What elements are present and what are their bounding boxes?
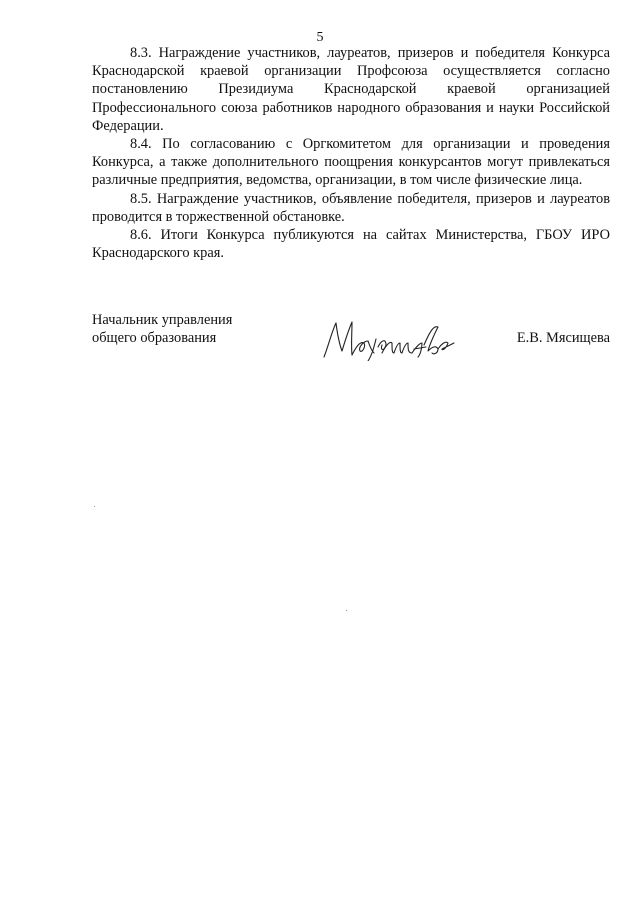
page-number: 5 <box>316 30 324 45</box>
scan-speck <box>94 506 95 507</box>
signatory-title <box>92 311 232 348</box>
signature-block <box>92 311 610 371</box>
signatory-title-line-2: общего образования <box>92 330 217 347</box>
paragraph-8-4: 8.4. По согласованию с Оргкомитетом для организации и проведения Конкурса, а также дополнительного поощрения конкурсантов могут привлекаться различные предприятия, ведомства, организации, в том числе физические лица. <box>92 136 610 189</box>
handwritten-signature <box>320 317 460 361</box>
signatory-name: Е.В. Мясищева <box>516 330 610 346</box>
paragraph-8-3: 8.3. Награждение участников, лауреатов, призеров и победителя Конкурса Краснодарской краевой организации Профсоюза осуществляется согласно постановлению Президиума Краснодарской краевой организацией Профессионального союза работников народного образования и науки Российской Федерации. <box>92 45 610 134</box>
scan-speck <box>346 610 347 611</box>
signatory-title-line-1: Начальник управления <box>92 312 233 328</box>
paragraph-8-6: 8.6. Итоги Конкурса публикуются на сайтах Министерства, ГБОУ ИРО Краснодарского края. <box>92 227 610 262</box>
document-body <box>92 44 610 262</box>
paragraph-8-5: 8.5. Награждение участников, объявление победителя, призеров и лауреатов проводится в торжественной обстановке. <box>92 190 610 225</box>
